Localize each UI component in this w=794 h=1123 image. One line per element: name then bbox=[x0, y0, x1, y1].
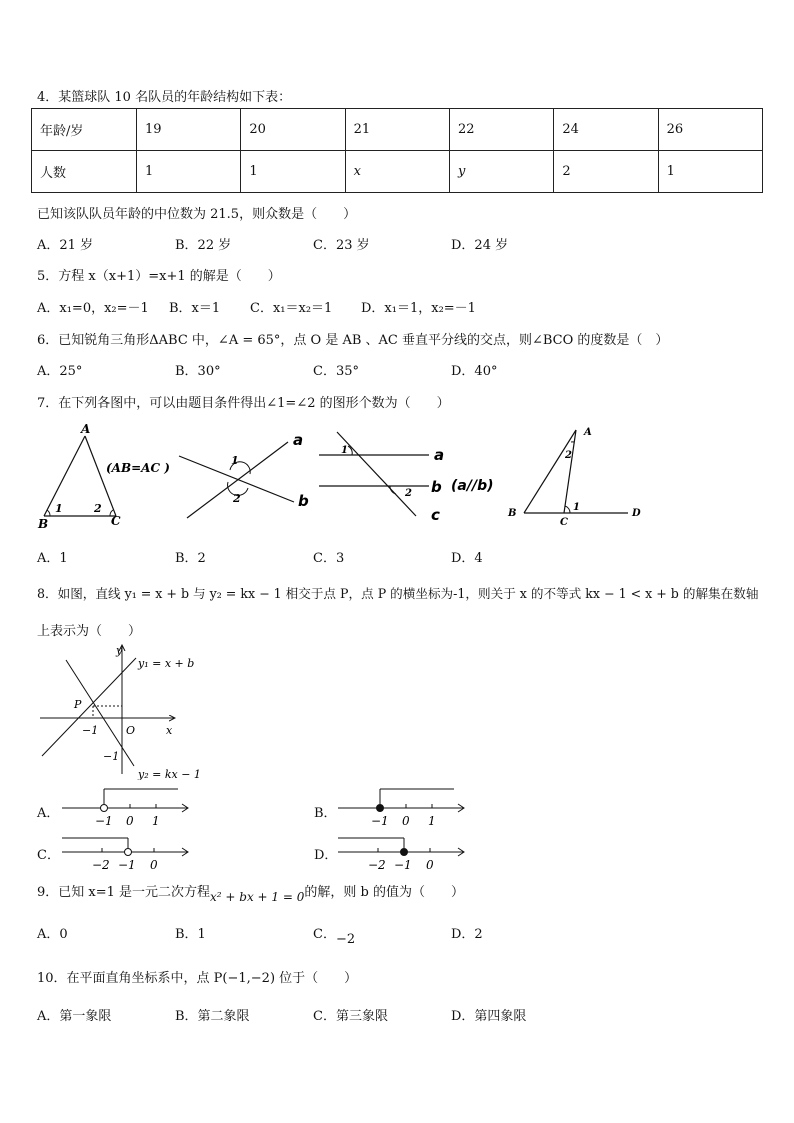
angle-2-label: 2 bbox=[565, 450, 572, 461]
q9-option-b[interactable]: B．1 bbox=[175, 927, 206, 942]
line-b-label: b bbox=[298, 492, 309, 510]
table-cell: 1 bbox=[137, 151, 241, 193]
closed-dot bbox=[377, 805, 384, 812]
q7-option-b[interactable]: B．2 bbox=[175, 551, 206, 566]
line-a-label: a bbox=[434, 446, 445, 464]
x-axis-label: x bbox=[166, 724, 173, 737]
table-cell: x bbox=[345, 151, 449, 193]
q10-option-c[interactable]: C．第三象限 bbox=[313, 1009, 388, 1024]
tick-label: −1 bbox=[95, 814, 113, 828]
q5-stem: 5．方程 x（x+1）=x+1 的解是（ ） bbox=[37, 269, 281, 284]
vertex-c-label: C bbox=[560, 517, 568, 528]
table-cell: 1 bbox=[658, 151, 762, 193]
q4-option-c[interactable]: C．23 岁 bbox=[313, 238, 370, 253]
q8-stem: 8．如图，直线 y₁ = x + b 与 y₂ = kx − 1 相交于点 P，点 P 的横坐标为-1，则关于 x 的不等式 kx − 1 < x + b 的解集在数轴 bbox=[37, 586, 759, 601]
table-cell: 26 bbox=[658, 109, 762, 151]
condition-label: (a//b) bbox=[451, 478, 494, 494]
tick-label: −1 bbox=[371, 814, 389, 828]
q9-stem-end: 的解，则 b 的值为（ ） bbox=[304, 885, 464, 900]
table-row bbox=[32, 109, 763, 151]
condition-label: (AB=AC ) bbox=[106, 461, 170, 475]
angle-1-label: 1 bbox=[231, 454, 239, 467]
q10-option-a[interactable]: A．第一象限 bbox=[37, 1009, 112, 1024]
q8-option-c-label[interactable]: C． bbox=[37, 848, 60, 863]
tick-label: −2 bbox=[92, 858, 110, 872]
origin-label: O bbox=[126, 724, 136, 737]
tick-label: −1 bbox=[394, 858, 412, 872]
figure-exterior-angle bbox=[507, 427, 641, 528]
q8-option-b-label[interactable]: B． bbox=[314, 806, 337, 821]
table-cell: 2 bbox=[554, 151, 658, 193]
tick-label: −1 bbox=[118, 858, 136, 872]
q4-option-a[interactable]: A．21 岁 bbox=[37, 238, 94, 253]
tick-minus-one-x: −1 bbox=[82, 724, 99, 737]
table-cell: 22 bbox=[449, 109, 553, 151]
angle-1-label: 1 bbox=[55, 502, 63, 515]
tick-label: 0 bbox=[426, 858, 434, 872]
q9-stem-start: 9．已知 x=1 是一元二次方程 bbox=[37, 885, 211, 900]
angle-2-label: 2 bbox=[233, 492, 241, 505]
line-y2 bbox=[66, 660, 134, 766]
tick-label: 0 bbox=[126, 814, 134, 828]
q8-option-d-label[interactable]: D． bbox=[314, 848, 338, 863]
tick-label: 1 bbox=[428, 814, 436, 828]
q5-option-d[interactable]: D．x₁＝1，x₂=－1 bbox=[361, 301, 476, 316]
age-table bbox=[31, 108, 763, 193]
q7-stem: 7．在下列各图中，可以由题目条件得出∠1=∠2 的图形个数为（ ） bbox=[37, 396, 450, 411]
q8-option-a-numberline[interactable] bbox=[60, 786, 195, 828]
table-cell: y bbox=[449, 151, 553, 193]
angle-2-label: 2 bbox=[405, 488, 412, 499]
table-cell: 人数 bbox=[32, 151, 137, 193]
tick-label: 1 bbox=[152, 814, 160, 828]
angle-2-label: 2 bbox=[94, 502, 102, 515]
q7-figures bbox=[30, 418, 770, 536]
table-cell: 年龄/岁 bbox=[32, 109, 137, 151]
q10-option-d[interactable]: D．第四象限 bbox=[451, 1009, 527, 1024]
q6-stem: 6．已知锐角三角形ΔABC 中，∠A = 65°，点 O 是 AB 、AC 垂直平分线的交点，则∠BCO 的度数是（ ） bbox=[37, 333, 669, 348]
vertex-a-label: A bbox=[584, 427, 592, 438]
q6-option-c[interactable]: C．35° bbox=[313, 364, 359, 379]
q8-stem-continued: 上表示为（ ） bbox=[37, 624, 142, 639]
y2-equation-label: y₂ = kx − 1 bbox=[138, 768, 201, 780]
vertex-d-label: D bbox=[632, 508, 641, 519]
angle-1-label: 1 bbox=[341, 445, 348, 456]
q4-follow: 已知该队队员年龄的中位数为 21.5，则众数是（ ） bbox=[37, 207, 357, 222]
q8-option-b-numberline[interactable] bbox=[336, 786, 471, 828]
q9-option-c[interactable] bbox=[313, 923, 356, 947]
table-cell: 19 bbox=[137, 109, 241, 151]
q5-option-c[interactable]: C．x₁＝x₂＝1 bbox=[250, 301, 333, 316]
q8-option-c-numberline[interactable] bbox=[60, 830, 195, 872]
tick-label: 0 bbox=[402, 814, 410, 828]
q7-option-a[interactable]: A．1 bbox=[37, 551, 68, 566]
q4-stem: 4．某篮球队 10 名队员的年龄结构如下表： bbox=[37, 90, 292, 105]
q8-graph bbox=[36, 640, 206, 780]
closed-dot bbox=[401, 849, 408, 856]
open-dot bbox=[125, 849, 132, 856]
q9-option-a[interactable]: A．0 bbox=[37, 927, 68, 942]
q9-equation: x² + bx + 1 = 0 bbox=[210, 890, 305, 904]
q9-option-c-value: −2 bbox=[335, 932, 356, 947]
table-cell: 24 bbox=[554, 109, 658, 151]
vertex-b-label: B bbox=[508, 508, 517, 519]
q5-option-b[interactable]: B．x＝1 bbox=[169, 301, 221, 316]
q7-option-c[interactable]: C．3 bbox=[313, 551, 345, 566]
q10-option-b[interactable]: B．第二象限 bbox=[175, 1009, 250, 1024]
q6-option-d[interactable]: D．40° bbox=[451, 364, 498, 379]
tick-label: 0 bbox=[150, 858, 158, 872]
vertex-a-label: A bbox=[81, 422, 91, 436]
q6-option-a[interactable]: A．25° bbox=[37, 364, 83, 379]
line-a-label: a bbox=[293, 431, 304, 449]
vertex-b-label: B bbox=[38, 517, 49, 531]
y-axis-label: y bbox=[116, 644, 123, 657]
table-cell: 21 bbox=[345, 109, 449, 151]
q7-option-d[interactable]: D．4 bbox=[451, 551, 483, 566]
table-cell: 20 bbox=[241, 109, 345, 151]
q5-option-a[interactable]: A．x₁=0，x₂=－1 bbox=[37, 301, 149, 316]
figure-parallel-lines bbox=[319, 432, 494, 524]
q10-stem: 10．在平面直角坐标系中，点 P(−1,−2) 位于（ ） bbox=[37, 971, 358, 986]
q6-option-b[interactable]: B．30° bbox=[175, 364, 221, 379]
point-p-label: P bbox=[74, 698, 82, 711]
line-c-label: c bbox=[431, 506, 440, 524]
q8-option-a-label[interactable]: A． bbox=[37, 806, 60, 821]
q4-option-b[interactable]: B．22 岁 bbox=[175, 238, 232, 253]
open-dot bbox=[101, 805, 108, 812]
q9-option-c-label: C． bbox=[313, 927, 336, 942]
figure-isosceles-triangle bbox=[37, 422, 170, 531]
table-row bbox=[32, 151, 763, 193]
figure-intersecting-lines bbox=[179, 431, 309, 518]
y1-equation-label: y₁ = x + b bbox=[138, 657, 195, 670]
tick-label: −2 bbox=[368, 858, 386, 872]
line-b-label: b bbox=[431, 478, 442, 496]
vertex-c-label: C bbox=[111, 514, 121, 528]
tick-minus-one-y: −1 bbox=[103, 750, 120, 763]
table-cell: 1 bbox=[241, 151, 345, 193]
q4-option-d[interactable]: D．24 岁 bbox=[451, 238, 509, 253]
angle-1-label: 1 bbox=[573, 502, 580, 513]
q9-option-d[interactable]: D．2 bbox=[451, 927, 483, 942]
q9-stem bbox=[37, 881, 464, 904]
q8-option-d-numberline[interactable] bbox=[336, 830, 471, 872]
